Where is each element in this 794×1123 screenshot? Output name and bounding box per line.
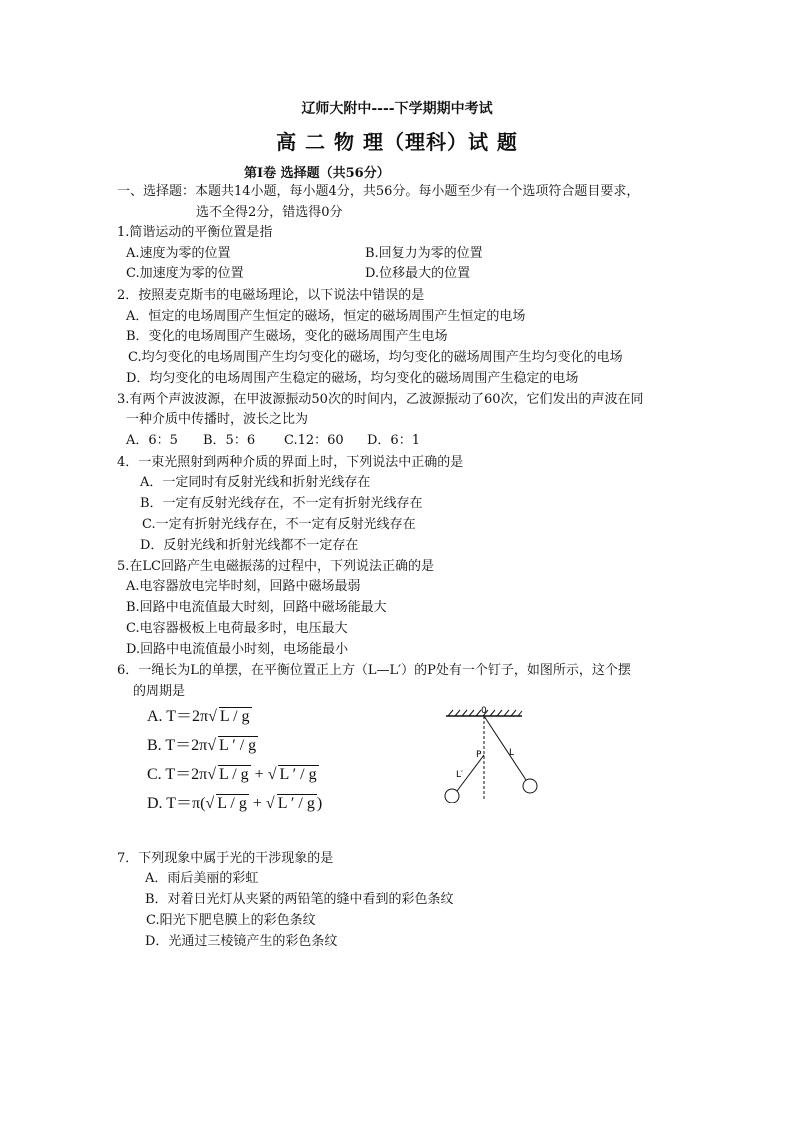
q6-d-prefix: T＝π( — [166, 795, 206, 812]
q2-option-a: A．恒定的电场周围产生恒定的磁场，恒定的磁场周围产生恒定的电场 — [126, 309, 526, 324]
q6-option-a: A. T＝2π√ L / g — [147, 708, 250, 725]
q1-option-a: A.速度为零的位置 — [126, 246, 231, 261]
q5-option-a: A.电容器放电完毕时刻，回路中磁场最弱 — [126, 579, 361, 594]
q7-option-c: C.阳光下肥皂膜上的彩色条纹 — [146, 913, 316, 928]
q7-option-b: B．对着日光灯从夹紧的两铅笔的缝中看到的彩色条纹 — [145, 892, 454, 907]
q2-option-b: B．变化的电场周围产生磁场，变化的磁场周围产生电场 — [126, 329, 448, 344]
instructions-line-1: 一、选择题：本题共14小题，每小题4分，共56分。每小题至少有一个选项符合题目要求， — [117, 184, 640, 199]
q6-stem-line-2: 的周期是 — [133, 684, 186, 699]
q6-c-label: C. — [147, 766, 162, 783]
q3-option-c: C.12：60 — [284, 433, 344, 448]
q5-option-c: C.电容器极板上电荷最多时，电压最大 — [126, 621, 348, 636]
q7-option-a: A．雨后美丽的彩虹 — [145, 871, 259, 886]
q4-option-a: A．一定同时有反射光线和折射光线存在 — [140, 475, 371, 490]
q5-option-b: B.回路中电流值最大时刻，回路中磁场能最大 — [126, 600, 387, 615]
q7-option-d: D．光通过三棱镜产生的彩色条纹 — [145, 934, 338, 949]
label-l-prime: L′ — [456, 770, 464, 780]
q6-d-label: D. — [147, 795, 163, 812]
q6-c-radicand-2: L ′ / g — [279, 766, 317, 783]
q4-option-c: C.一定有折射光线存在，不一定有反射光线存在 — [142, 517, 416, 532]
pendulum-figure — [440, 703, 540, 803]
q4-option-d: D．反射光线和折射光线都不一定存在 — [140, 538, 359, 553]
q4-option-b: B．一定有反射光线存在，不一定有折射光线存在 — [140, 496, 423, 511]
q5-option-d: D.回路中电流值最小时刻，电场能最小 — [126, 642, 349, 657]
q6-a-label: A. — [147, 708, 163, 725]
section-heading: 第Ⅰ卷 选择题（共56分） — [244, 166, 390, 181]
page-title: 高 二 物 理（理科）试 题 — [276, 130, 518, 154]
q6-option-d: D. T＝π(√ L / g + √ L ′ / g ) — [147, 795, 323, 812]
label-p: P — [476, 750, 482, 760]
q6-d-close: ) — [316, 795, 323, 812]
q6-c-plus: + — [250, 766, 268, 783]
q6-a-radicand: L / g — [219, 708, 250, 725]
q6-option-b: B. T＝2π√ L ′ / g — [147, 737, 257, 754]
q6-c-radicand-1: L / g — [219, 766, 249, 783]
pendulum-bob-right — [523, 779, 537, 793]
q6-d-plus: + — [248, 795, 266, 812]
q3-stem-line-2: 一种介质中传播时，波长之比为 — [126, 412, 309, 427]
q4-stem: 4．一束光照射到两种介质的界面上时，下列说法中正确的是 — [117, 455, 464, 470]
q1-stem: 1.简谐运动的平衡位置是指 — [117, 225, 273, 240]
instructions-line-2: 选不全得2分，错选得0分 — [196, 205, 343, 220]
pendulum-bob-left — [445, 789, 459, 803]
q6-option-c: C. T＝2π√ L / g + √ L ′ / g — [147, 766, 317, 783]
q6-d-radicand-1: L / g — [217, 795, 247, 812]
q1-option-c: C.加速度为零的位置 — [126, 266, 244, 281]
q1-option-d: D.位移最大的位置 — [365, 266, 471, 281]
q6-c-prefix: T＝2π — [165, 766, 208, 783]
q6-a-prefix: T＝2π — [166, 708, 209, 725]
label-l: L — [509, 748, 515, 758]
label-o: 0 — [481, 706, 487, 716]
long-string — [484, 716, 526, 780]
q6-b-radicand: L ′ / g — [219, 737, 257, 754]
exam-school-line: 辽师大附中----下学期期中考试 — [301, 101, 493, 117]
q6-stem-line-1: 6．一绳长为L的单摆，在平衡位置正上方（L—L′）的P处有一个钉子，如图所示，这个摆 — [117, 663, 631, 678]
q1-option-b: B.回复力为零的位置 — [365, 246, 483, 261]
q3-option-d: D．6：1 — [367, 433, 420, 448]
q5-stem: 5.在LC回路产生电磁振荡的过程中，下列说法正确的是 — [117, 559, 434, 574]
q2-option-c: C.均匀变化的电场周围产生均匀变化的磁场，均匀变化的磁场周围产生均匀变化的电场 — [128, 350, 623, 365]
q6-b-prefix: T＝2π — [165, 737, 208, 754]
q3-stem-line-1: 3.有两个声波波源，在甲波源振动50次的时间内，乙波源振动了60次，它们发出的声波在同 — [117, 392, 644, 407]
q3-option-b: B．5：6 — [203, 433, 256, 448]
q3-option-a: A．6：5 — [126, 433, 178, 448]
q6-b-label: B. — [147, 737, 162, 754]
q6-d-radicand-2: L ′ / g — [277, 795, 315, 812]
q7-stem: 7．下列现象中属于光的干涉现象的是 — [117, 851, 334, 866]
q2-option-d: D．均匀变化的电场周围产生稳定的磁场，均匀变化的磁场周围产生稳定的电场 — [126, 371, 579, 386]
q2-stem: 2．按照麦克斯韦的电磁场理论，以下说法中错误的是 — [117, 288, 425, 303]
